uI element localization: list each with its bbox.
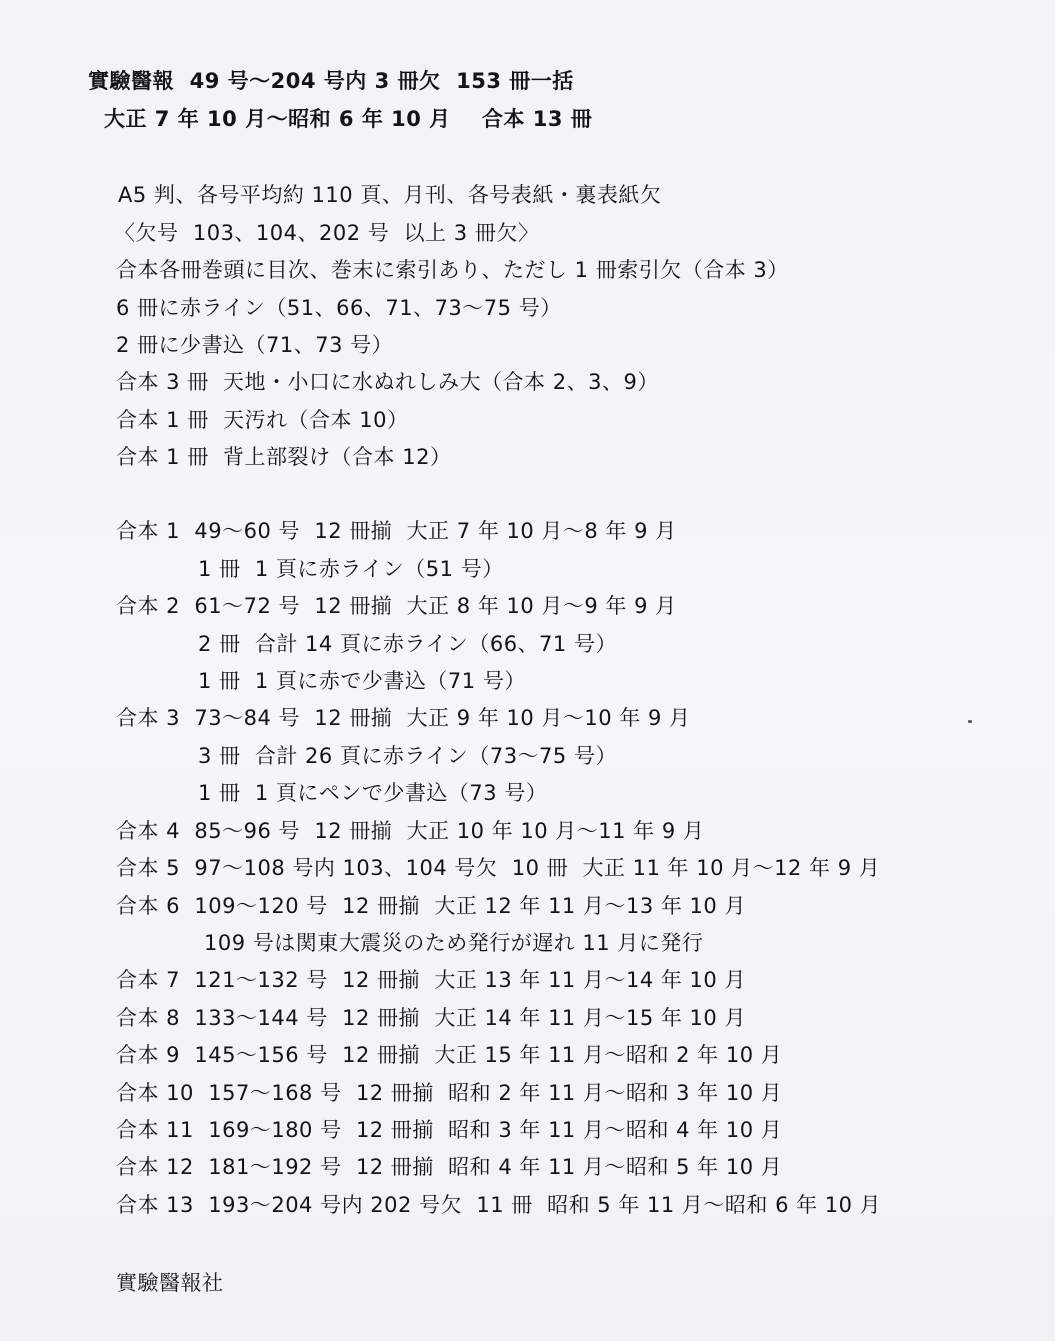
volume-line: 合本 12 181～192 号 12 冊揃 昭和 4 年 11 月～昭和 5 年 10 月 (116, 1155, 783, 1179)
volume-line: 合本 9 145～156 号 12 冊揃 大正 15 年 11 月～昭和 2 年 10 月 (116, 1043, 783, 1067)
volume-line: 合本 5 97～108 号内 103、104 号欠 10 冊 大正 11 年 10 月～12 年 9 月 (116, 856, 881, 880)
note-spine-tear: 合本 1 冊 背上部裂け（合本 12） (116, 445, 452, 469)
volume-line: 合本 8 133～144 号 12 冊揃 大正 14 年 11 月～15 年 10 月 (116, 1006, 746, 1030)
volume-line: 合本 10 157～168 号 12 冊揃 昭和 2 年 11 月～昭和 3 年 10 月 (116, 1081, 783, 1105)
volume-subnote: 109 号は関東大震災のため発行が遅れ 11 月に発行 (204, 931, 704, 955)
scan-speck (968, 720, 972, 723)
volume-subnote: 1 冊 1 頁にペンで少書込（73 号） (198, 781, 548, 805)
note-index: 合本各冊巻頭に目次、巻末に索引あり、ただし 1 冊索引欠（合本 3） (116, 258, 789, 282)
note-top-dirt: 合本 1 冊 天汚れ（合本 10） (116, 408, 409, 432)
volume-line: 合本 1 49～60 号 12 冊揃 大正 7 年 10 月～8 年 9 月 (116, 519, 677, 543)
volume-line: 合本 6 109～120 号 12 冊揃 大正 12 年 11 月～13 年 10 月 (116, 894, 746, 918)
note-water-stain: 合本 3 冊 天地・小口に水ぬれしみ大（合本 2、3、9） (116, 370, 659, 394)
volume-line: 合本 3 73～84 号 12 冊揃 大正 9 年 10 月～10 年 9 月 (116, 706, 691, 730)
note-writing: 2 冊に少書込（71、73 号） (116, 333, 394, 357)
note-missing-issues: 〈欠号 103、104、202 号 以上 3 冊欠〉 (114, 221, 540, 245)
title-line: 實驗醫報 49 号～204 号内 3 冊欠 153 冊一括 (88, 69, 574, 93)
note-format: A5 判、各号平均約 110 頁、月刊、各号表紙・裏表紙欠 (118, 183, 662, 207)
publisher-name: 實驗醫報社 (116, 1271, 224, 1295)
volume-subnote: 2 冊 合計 14 頁に赤ライン（66、71 号） (198, 632, 617, 656)
volume-subnote: 1 冊 1 頁に赤で少書込（71 号） (198, 669, 526, 693)
volume-line: 合本 2 61～72 号 12 冊揃 大正 8 年 10 月～9 年 9 月 (116, 594, 677, 618)
volume-subnote: 3 冊 合計 26 頁に赤ライン（73～75 号） (198, 744, 617, 768)
date-range-line: 大正 7 年 10 月～昭和 6 年 10 月 合本 13 冊 (104, 107, 593, 131)
volume-line: 合本 11 169～180 号 12 冊揃 昭和 3 年 11 月～昭和 4 年 10 月 (116, 1118, 783, 1142)
volume-line: 合本 4 85～96 号 12 冊揃 大正 10 年 10 月～11 年 9 月 (116, 819, 705, 843)
volume-line: 合本 13 193～204 号内 202 号欠 11 冊 昭和 5 年 11 月～昭和 6 年 10 月 (116, 1193, 882, 1217)
volume-line: 合本 7 121～132 号 12 冊揃 大正 13 年 11 月～14 年 10 月 (116, 968, 746, 992)
note-red-lines: 6 冊に赤ライン（51、66、71、73～75 号） (116, 296, 562, 320)
volume-subnote: 1 冊 1 頁に赤ライン（51 号） (198, 557, 504, 581)
